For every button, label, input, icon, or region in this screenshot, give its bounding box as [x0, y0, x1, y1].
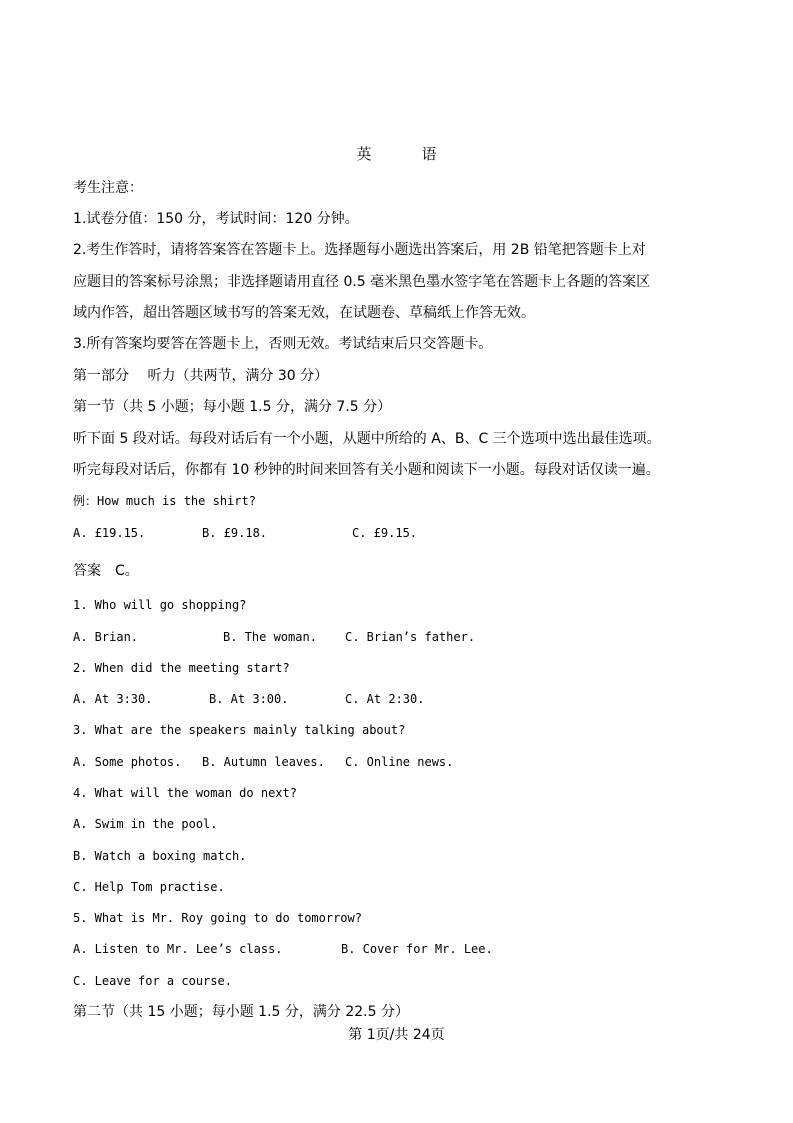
- page-footer: 第 1页/共 24页: [348, 1027, 445, 1043]
- title-char: 英: [356, 145, 372, 163]
- title-char: 语: [421, 145, 437, 163]
- question-4-option-a: A. Swim in the pool.: [73, 817, 218, 831]
- notice-line: 域内作答，超出答题区域书写的答案无效，在试题卷、草稿纸上作答无效。: [73, 305, 535, 321]
- question-1: 1. Who will go shopping?: [73, 598, 247, 612]
- notice-line: 2.考生作答时，请将答案答在答题卡上。选择题每小题选出答案后，用 2B 铅笔把答题卡上对: [73, 242, 646, 258]
- option-b: B. At 3:00.: [209, 692, 289, 706]
- instruction-line: 听完每段对话后，你都有 10 秒钟的时间来回答有关小题和阅读下一小题。每段对话仅读一遍。: [73, 462, 660, 478]
- question-2-options: [73, 690, 424, 708]
- option-b: B. £9.18.: [202, 526, 268, 540]
- option-a: A. At 3:30.: [73, 692, 153, 706]
- option-a: A. Some photos.: [73, 755, 182, 769]
- question-5: 5. What is Mr. Roy going to do tomorrow?: [73, 911, 362, 925]
- question-1-options: [73, 628, 475, 646]
- option-a: A. £19.15.: [73, 526, 146, 540]
- notice-heading: 考生注意：: [73, 180, 143, 196]
- question-4: 4. What will the woman do next?: [73, 786, 297, 800]
- question-3-options: [73, 753, 453, 771]
- option-b: B. Autumn leaves.: [202, 755, 325, 769]
- option-c: C. Brian’s father.: [345, 630, 476, 644]
- question-4-option-c: C. Help Tom practise.: [73, 880, 225, 894]
- example-answer: 答案 C。: [73, 563, 139, 579]
- option-a: A. Listen to Mr. Lee’s class.: [73, 942, 283, 956]
- example-options: [73, 524, 417, 542]
- section2-heading: 第二节（共 15 小题；每小题 1.5 分，满分 22.5 分）: [73, 1004, 409, 1020]
- notice-line: 3.所有答案均要答在答题卡上，否则无效。考试结束后只交答题卡。: [73, 336, 493, 352]
- part1-heading: 第一部分 听力（共两节，满分 30 分）: [73, 368, 329, 384]
- option-a: A. Brian.: [73, 630, 139, 644]
- section1-heading: 第一节（共 5 小题；每小题 1.5 分，满分 7.5 分）: [73, 399, 392, 415]
- option-c: C. Online news.: [345, 755, 454, 769]
- example-question: 例：How much is the shirt?: [73, 494, 256, 508]
- option-c: C. £9.15.: [352, 526, 418, 540]
- option-b: B. Cover for Mr. Lee.: [341, 942, 493, 956]
- question-3: 3. What are the speakers mainly talking about?: [73, 723, 406, 737]
- question-4-option-b: B. Watch a boxing match.: [73, 849, 247, 863]
- notice-line: 应题目的答案标号涂黑；非选择题请用直径 0.5 毫米黑色墨水签字笔在答题卡上各题的答案区: [73, 274, 651, 290]
- option-c: C. At 2:30.: [345, 692, 425, 706]
- question-2: 2. When did the meeting start?: [73, 661, 290, 675]
- question-5-options: [73, 940, 493, 958]
- option-b: B. The woman.: [223, 630, 317, 644]
- notice-line: 1.试卷分值：150 分，考试时间：120 分钟。: [73, 211, 359, 227]
- instruction-line: 听下面 5 段对话。每段对话后有一个小题，从题中所给的 A、B、C 三个选项中选出最佳选项。: [73, 431, 661, 447]
- page-title: [0, 143, 793, 164]
- question-5-option-c: C. Leave for a course.: [73, 974, 232, 988]
